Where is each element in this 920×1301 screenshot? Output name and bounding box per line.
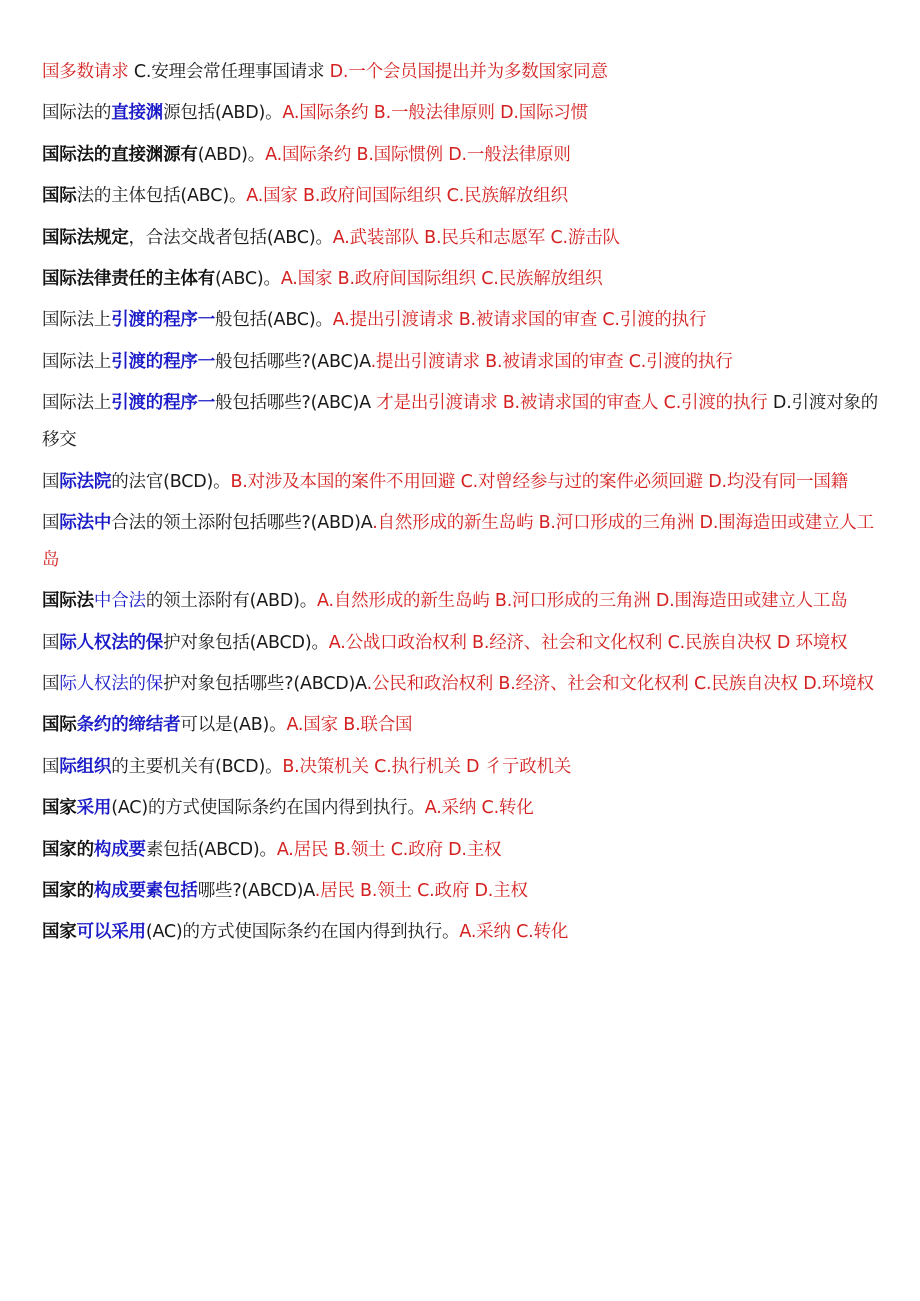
question-text: 的主要机关有(BCD)。 (111, 756, 283, 777)
keyword-text: 构成要素包括 (93, 881, 198, 902)
keyword-text: 际人权法的保 (59, 674, 164, 695)
question-text: (AC)的方式使国际条约在国内得到执行。 (111, 798, 425, 819)
question-text: 国际法上 (42, 393, 112, 414)
qa-entry (42, 95, 880, 132)
question-text: 的法官(BCD)。 (111, 471, 231, 492)
qa-entry (42, 344, 880, 381)
keyword-text: 际人权法的保 (59, 632, 164, 653)
answer-text: A.国家 B.联合国 (286, 715, 413, 736)
answer-text: A.采纳 C.转化 (459, 922, 569, 943)
answer-text: A.武装部队 B.民兵和志愿军 C.游击队 (332, 227, 620, 248)
keyword-text: 际法院 (59, 471, 112, 492)
answer-text: 才是出引渡请求 B.被请求国的审查人 C.引渡的执行 (376, 393, 773, 414)
answer-text: A.自然形成的新生岛屿 B.河口形成的三角洲 D.围海造田或建立人工岛 (317, 591, 848, 612)
question-text: 国 (42, 632, 60, 653)
keyword-text: 引渡的程序一 (111, 393, 216, 414)
question-text: 合法的领土添附包括哪些?(ABD)A (111, 512, 373, 533)
keyword-text: 直接渊 (111, 103, 164, 124)
qa-entry (42, 137, 880, 174)
question-text: 国际法上 (42, 310, 112, 331)
answer-text: .居民 B.领土 C.政府 D.主权 (314, 881, 528, 902)
keyword-text: 引渡的程序一 (111, 351, 216, 372)
qa-entry (42, 707, 880, 744)
answer-text: .公民和政治权利 B.经济、社会和文化权利 C.民族自决权 D.环境权 (366, 674, 874, 695)
answer-text: A.国际条约 B.国际惯例 D.一般法律原则 (265, 144, 571, 165)
qa-entry (42, 749, 880, 786)
document-page (42, 54, 880, 956)
answer-text: A.国家 B.政府间国际组织 C.民族解放组织 (246, 186, 568, 207)
question-text: 护对象包括哪些?(ABCD)A (163, 674, 367, 695)
question-text: 国家 (42, 798, 77, 819)
question-text: C.安理会常任理事国请求 (133, 62, 330, 82)
qa-entry (42, 385, 880, 459)
question-text: 的领土添附有(ABD)。 (145, 591, 318, 612)
question-text: 般包括哪些?(ABC)A (215, 351, 371, 372)
question-text: 国际法的直接渊源有 (42, 144, 198, 165)
question-text: 国 (42, 471, 60, 492)
qa-entry (42, 914, 880, 951)
qa-entry (42, 832, 880, 869)
keyword-text: 可以采用 (76, 922, 146, 943)
question-text: 素包括(ABCD)。 (145, 839, 277, 860)
question-text: 国际法上 (42, 351, 112, 372)
question-text: 国际法 (42, 591, 94, 612)
answer-text: A.居民 B.领土 C.政府 D.主权 (276, 839, 502, 860)
question-text: 国际法的 (42, 103, 112, 124)
qa-entry (42, 178, 880, 215)
qa-entry (42, 625, 880, 662)
answer-text: B.对涉及本国的案件不用回避 C.对曾经参与过的案件必须回避 D.均没有同一国籍 (230, 471, 848, 492)
question-text: 国际 (42, 715, 77, 736)
question-text: 般包括(ABC)。 (215, 310, 333, 331)
qa-entry (42, 54, 880, 91)
qa-entry (42, 464, 880, 501)
question-text: 源包括(ABD)。 (163, 103, 283, 124)
answer-text: 国多数请求 (42, 62, 134, 82)
answer-text: D.一个会员国提出并为多数国家同意 (329, 62, 608, 82)
question-text: 国 (42, 756, 60, 777)
keyword-text: 构成要 (93, 839, 146, 860)
keyword-text: 际法中 (59, 512, 112, 533)
question-text: 国家的 (42, 881, 94, 902)
question-text: 国 (42, 512, 60, 533)
keyword-text: 条约的缔结者 (76, 715, 181, 736)
answer-text: A.国际条约 B.一般法律原则 D.国际习惯 (282, 103, 588, 124)
answer-text: B.决策机关 C.执行机关 D 彳亍政机关 (282, 756, 572, 777)
question-text: 可以是(AB)。 (180, 715, 287, 736)
qa-entry (42, 666, 880, 703)
keyword-text: 引渡的程序一 (111, 310, 216, 331)
question-text: 般包括哪些?(ABC)A (215, 393, 377, 414)
qa-entry (42, 873, 880, 910)
question-text: D.引渡对象的移交 (42, 393, 879, 451)
question-text: 国际法律责任的主体有 (42, 268, 215, 289)
answer-text: .自然形成的新生岛屿 B.河口形成的三角洲 D.围海造田或建立人工岛 (42, 512, 874, 570)
qa-entry (42, 261, 880, 298)
qa-entry (42, 505, 880, 579)
qa-entry (42, 302, 880, 339)
question-text: 哪些?(ABCD)A (197, 881, 315, 902)
question-text: 法的主体包括(ABC)。 (76, 186, 247, 207)
question-text: (AC)的方式使国际条约在国内得到执行。 (145, 922, 460, 943)
question-text: 护对象包括(ABCD)。 (163, 632, 329, 653)
question-text: ，合法交战者包括(ABC)。 (128, 227, 333, 248)
qa-entry (42, 790, 880, 827)
qa-entry (42, 220, 880, 257)
keyword-text: 际组织 (59, 756, 112, 777)
keyword-text: 中合法 (93, 591, 146, 612)
question-text: 国家 (42, 922, 77, 943)
question-text: (ABD)。 (197, 144, 266, 165)
keyword-text: 采用 (76, 798, 112, 819)
answer-text: A.提出引渡请求 B.被请求国的审查 C.引渡的执行 (332, 310, 707, 331)
question-text: (ABC)。 (215, 268, 281, 289)
answer-text: A.国家 B.政府间国际组织 C.民族解放组织 (280, 268, 603, 289)
answer-text: A.采纳 C.转化 (424, 798, 534, 819)
answer-text: A.公战口政治权利 B.经济、社会和文化权利 C.民族自决权 D 环境权 (328, 632, 848, 653)
question-text: 国 (42, 674, 60, 695)
question-text: 国际法规定 (42, 227, 129, 248)
question-text: 国际 (42, 186, 77, 207)
answer-text: .提出引渡请求 B.被请求国的审查 C.引渡的执行 (370, 351, 733, 372)
qa-entry (42, 583, 880, 620)
question-text: 国家的 (42, 839, 94, 860)
